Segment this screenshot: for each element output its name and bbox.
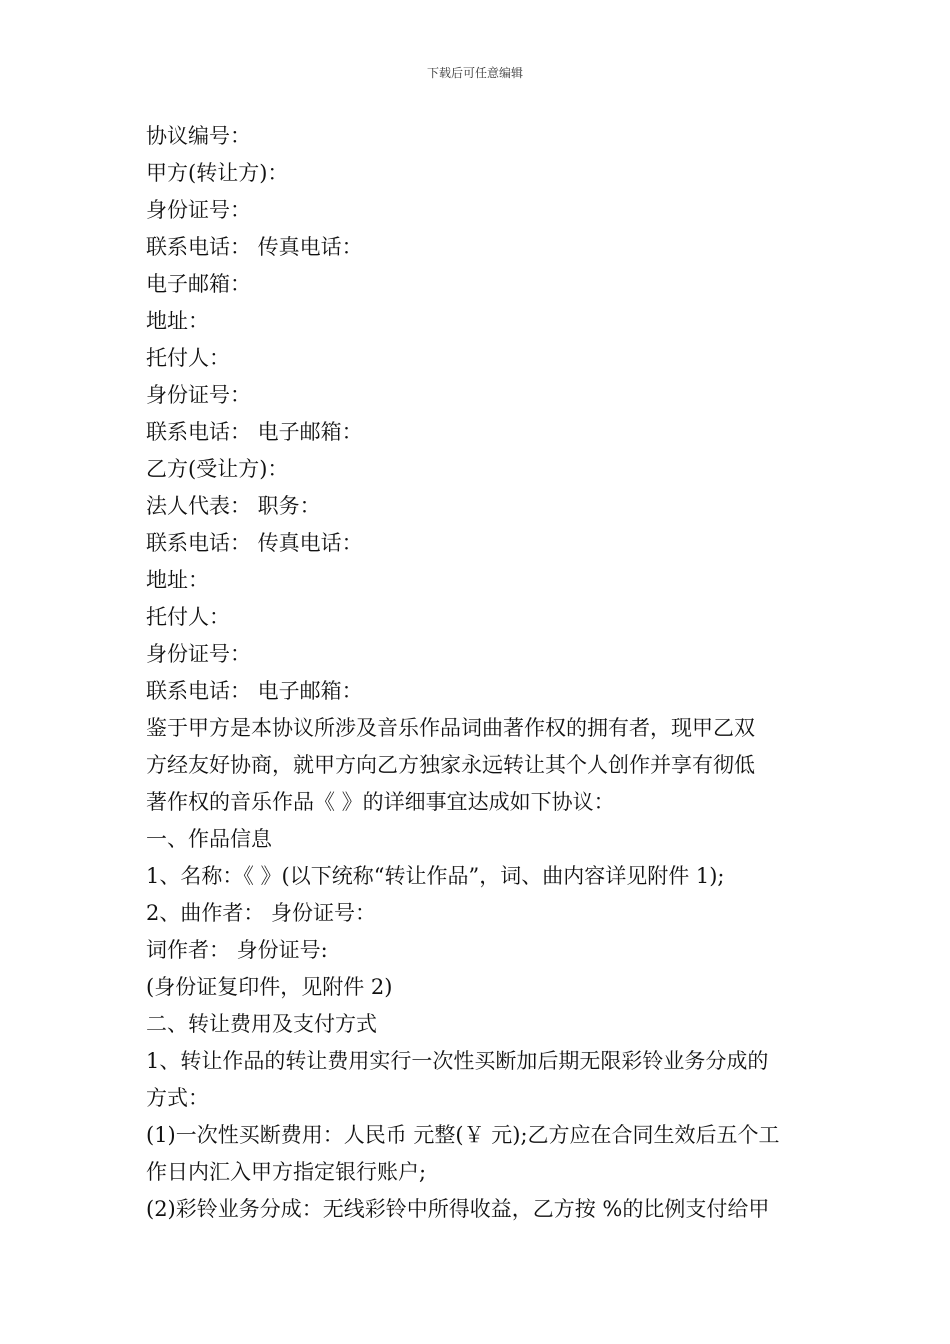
section-1-heading: 一、作品信息: [146, 827, 272, 851]
lump-sum-line-2: 作日内汇入甲方指定银行账户;: [146, 1160, 427, 1184]
party-a-id-line: 身份证号：: [146, 198, 251, 222]
party-a-agent-contact-line: 联系电话： 电子邮箱：: [146, 420, 363, 444]
party-b-agent-contact-line: 联系电话： 电子邮箱：: [146, 679, 363, 703]
lyricist-line: 词作者： 身份证号:: [146, 938, 328, 962]
party-a-phone-fax-line: 联系电话： 传真电话：: [146, 235, 363, 259]
composer-line: 2、曲作者： 身份证号：: [146, 901, 377, 925]
preamble-line-3: 著作权的音乐作品《 》的详细事宜达成如下协议：: [146, 790, 615, 814]
work-name-line: 1、名称：《 》(以下统称“转让作品”，词、曲内容详见附件 1);: [146, 864, 725, 888]
party-b-representative-line: 法人代表： 职务：: [146, 494, 321, 518]
party-b-address-line: 地址：: [146, 568, 209, 592]
section-2-heading: 二、转让费用及支付方式: [146, 1012, 377, 1036]
agreement-number-line: 协议编号：: [146, 124, 251, 148]
party-b-agent-line: 托付人：: [146, 605, 230, 629]
party-b-line: 乙方(受让方)：: [146, 457, 289, 481]
party-a-email-line: 电子邮箱：: [146, 272, 251, 296]
preamble-line-1: 鉴于甲方是本协议所涉及音乐作品词曲著作权的拥有者，现甲乙双: [146, 716, 755, 740]
lump-sum-line-1: (1)一次性买断费用：人民币 元整(￥ 元);乙方应在合同生效后五个工: [146, 1123, 780, 1147]
preamble-line-2: 方经友好协商，就甲方向乙方独家永远转让其个人创作并享有彻低: [146, 753, 755, 777]
fee-method-line-1: 1、转让作品的转让费用实行一次性买断加后期无限彩铃业务分成的: [146, 1049, 769, 1073]
party-a-address-line: 地址：: [146, 309, 209, 333]
ringtone-share-line: (2)彩铃业务分成：无线彩铃中所得收益，乙方按 %的比例支付给甲: [146, 1197, 770, 1221]
party-b-phone-fax-line: 联系电话： 传真电话：: [146, 531, 363, 555]
fee-method-line-2: 方式：: [146, 1086, 209, 1110]
party-a-agent-id-line: 身份证号：: [146, 383, 251, 407]
party-a-line: 甲方(转让方)：: [146, 161, 289, 185]
party-b-agent-id-line: 身份证号：: [146, 642, 251, 666]
party-a-agent-line: 托付人：: [146, 346, 230, 370]
document-body: [146, 118, 811, 1228]
page-header: 下载后可任意编辑: [426, 66, 523, 80]
id-copy-note-line: (身份证复印件，见附件 2): [146, 975, 393, 999]
